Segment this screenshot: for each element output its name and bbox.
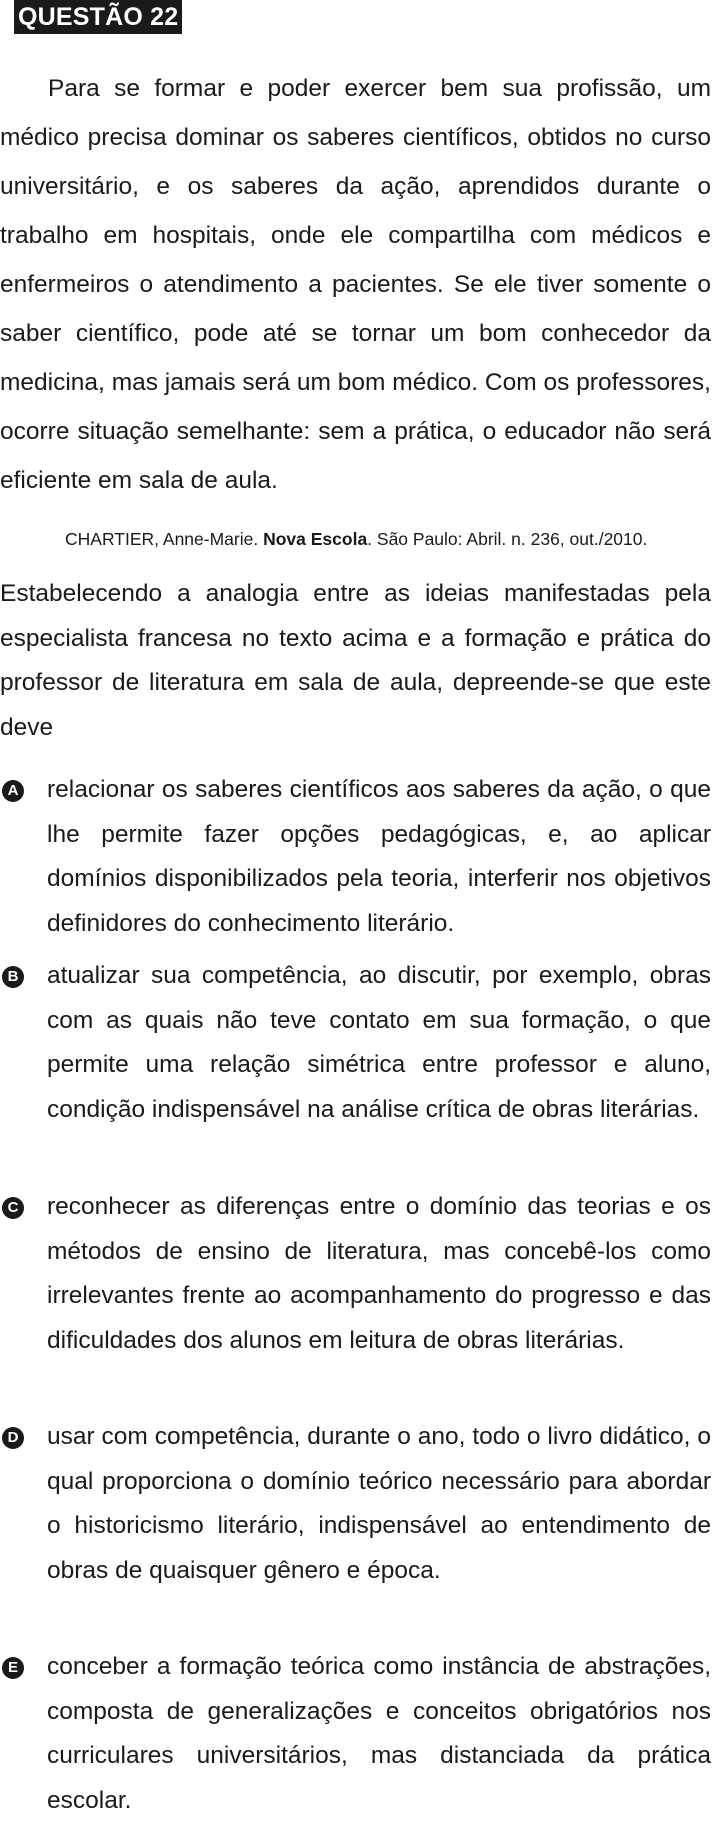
option-e-letter-badge: E [2, 1657, 24, 1679]
question-title: QUESTÃO 22 [14, 0, 182, 34]
option-b-letter-badge: B [2, 966, 24, 988]
citation-details: . São Paulo: Abril. n. 236, out./2010. [367, 529, 648, 549]
option-c-letter-badge: C [2, 1197, 24, 1219]
option-d-text: usar com competência, durante o ano, todo o livro didático, o qual proporciona o domínio teórico necessário para abordar o historicismo literário, indispensável ao entendimento de obras de quaisquer gênero e época. [47, 1423, 711, 1584]
option-e-text: conceber a formação teórica como instância de abstrações, composta de generalizações e conceitos obrigatórios nos curriculares universitários, mas distanciada da prática escolar. [47, 1653, 711, 1814]
option-c-text: reconhecer as diferenças entre o domínio das teorias e os métodos de ensino de literatura, mas concebê-los como irrelevantes frente ao acompanhamento do progresso e das dificuldades dos alunos em leitura de obras literárias. [47, 1193, 711, 1354]
option-d-letter-badge: D [2, 1427, 24, 1449]
option-a-letter-badge: A [2, 780, 24, 802]
citation-source: Nova Escola [263, 529, 368, 549]
option-b-text: atualizar sua competência, ao discutir, por exemplo, obras com as quais não teve contato em sua formação, o que permite uma relação simétrica entre professor e aluno, condição indispensável na análise crítica de obras literárias. [47, 962, 711, 1123]
option-a-text: relacionar os saberes científicos aos saberes da ação, o que lhe permite fazer opções pedagógicas, e, ao aplicar domínios disponibilizados pela teoria, interferir nos objetivos definidores do conhecimento literário. [47, 776, 711, 937]
passage-text: Para se formar e poder exercer bem sua profissão, um médico precisa dominar os saberes científicos, obtidos no curso universitário, e os saberes da ação, aprendidos durante o trabalho em hospitais, onde ele compartilha com médicos e enfermeiros o atendimento a pacientes. Se ele tiver somente o saber científico, pode até se tornar um bom conhecedor da medicina, mas jamais será um bom médico. Com os professores, ocorre situação semelhante: sem a prática, o educador não será eficiente em sala de aula. [0, 75, 711, 494]
citation [65, 527, 711, 551]
question-stem: Estabelecendo a analogia entre as ideias manifestadas pela especialista francesa no texto acima e a formação e prática do professor de literatura em sala de aula, depreende-se que este deve [0, 580, 711, 741]
citation-author: CHARTIER, Anne-Marie. [65, 529, 259, 549]
